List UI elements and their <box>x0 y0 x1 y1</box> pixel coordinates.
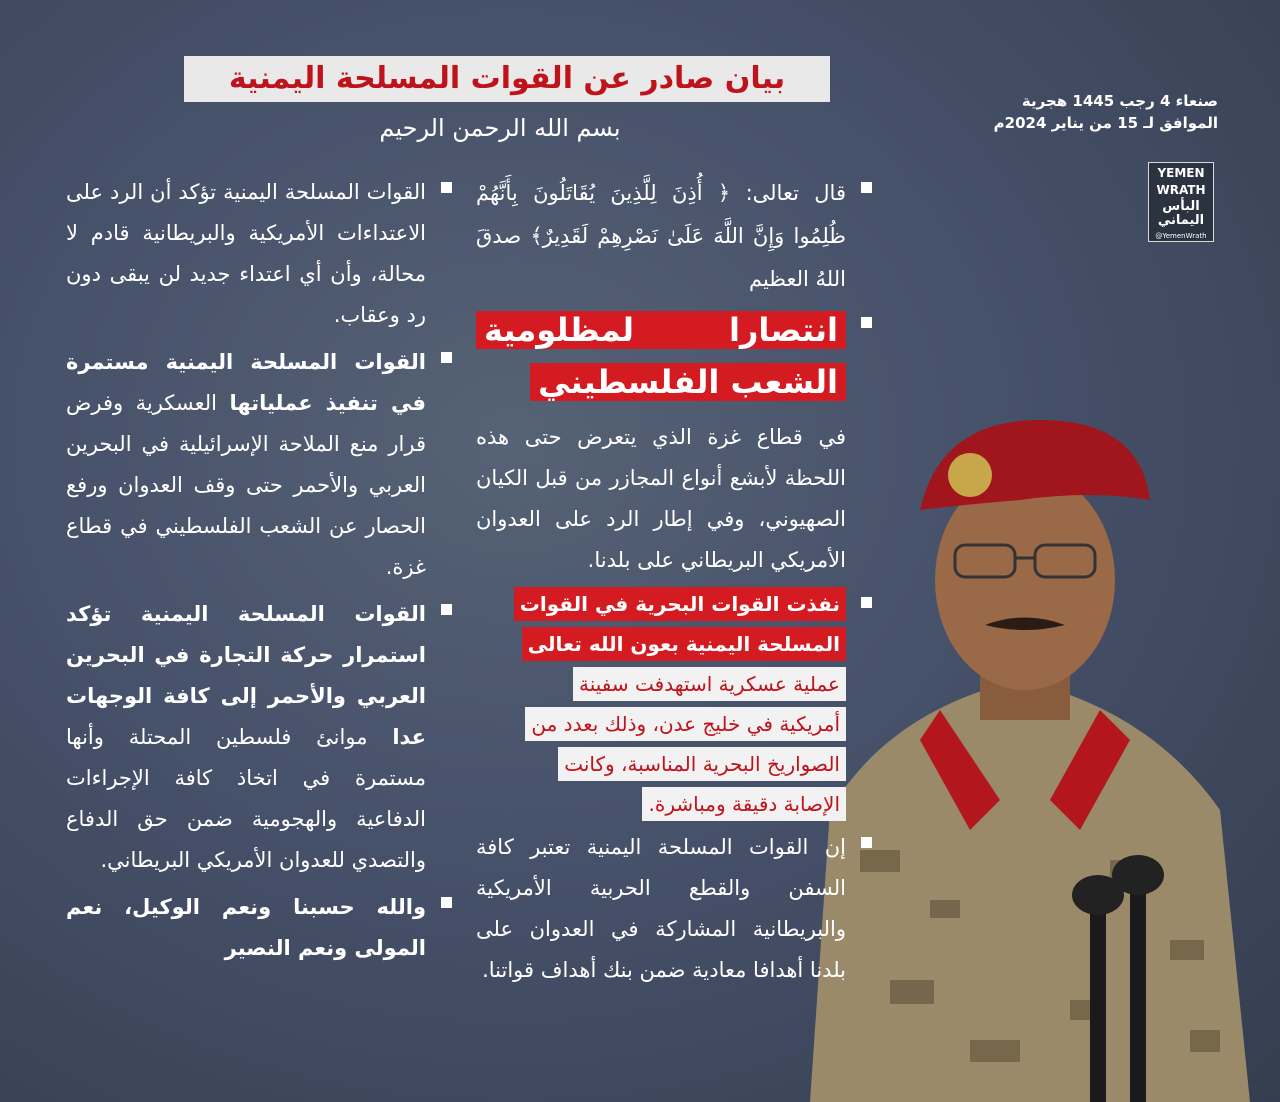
bullet-square-icon <box>441 897 452 908</box>
closing-item <box>66 887 456 969</box>
logo-handle: @YemenWrath <box>1155 232 1207 240</box>
right-column <box>476 172 876 997</box>
response-paragraph: القوات المسلحة اليمنية تؤكد أن الرد على الاعتداءات الأمريكية والبريطانية قادم لا محالة، وأن أي اعتداء جديد لن يبقى دون رد وعقاب. <box>66 180 426 327</box>
operations-rest: العسكرية وفرض قرار منع الملاحة الإسرائيلية في البحرين العربي والأحمر حتى وقف العدوان ورفع الحصار عن الشعب الفلسطيني في قطاع غزة. <box>66 391 426 579</box>
headline-item <box>476 307 876 581</box>
gaza-paragraph: في قطاع غزة الذي يتعرض حتى هذه اللحظة لأبشع أنواع المجازر من قبل الكيان الصهيوني، وفي إطار الرد على العدوان الأمريكي البريطاني على بلدنا. <box>476 425 846 572</box>
targets-paragraph: إن القوات المسلحة اليمنية تعتبر كافة السفن والقطع الحربية الأمريكية والبريطانية المشاركة في العدوان على بلدنا أهدافا معادية ضمن بنك أهداف قواتنا. <box>476 835 846 982</box>
highlight-line <box>476 747 846 781</box>
logo-line1: YEMEN <box>1157 166 1205 180</box>
quran-quote: قال تعالى: ﴿ أُذِنَ لِلَّذِينَ يُقَاتَلُونَ بِأَنَّهُمْ ظُلِمُوا وَإِنَّ اللَّهَ عَلَىٰ نَصْرِهِمْ لَقَدِيرٌ﴾ صدقَ اللهُ العظيم <box>476 181 846 291</box>
operations-bold: القوات المسلحة اليمنية مستمرة في تنفيذ عملياتها <box>66 350 426 415</box>
headline-text: انتصارا لمظلومية الشعب الفلسطيني <box>476 311 846 401</box>
date-hijri: صنعاء 4 رجب 1445 هجرية <box>1021 92 1218 110</box>
bullet-square-icon <box>441 352 452 363</box>
operation-item <box>476 587 876 821</box>
highlight-line <box>476 587 846 621</box>
yemen-wrath-logo <box>1148 162 1214 242</box>
targets-item <box>476 827 876 991</box>
highlight-text: المسلحة اليمنية بعون الله تعالى <box>522 627 846 661</box>
trade-bold: القوات المسلحة اليمنية تؤكد استمرار حركة التجارة في البحرين العربي والأحمر إلى كافة الوجهات عدا <box>66 602 426 749</box>
operations-paragraph <box>66 342 426 588</box>
bullet-square-icon <box>861 837 872 848</box>
date-block <box>918 90 1218 134</box>
highlight-line <box>476 787 846 821</box>
bullet-square-icon <box>861 317 872 328</box>
date-gregorian: الموافق لـ 15 من يناير 2024م <box>993 114 1218 132</box>
response-item <box>66 172 456 336</box>
highlight-text: عملية عسكرية استهدفت سفينة <box>573 667 846 701</box>
highlight-text: أمريكية في خليج عدن، وذلك بعدد من <box>525 707 846 741</box>
closing-paragraph: والله حسبنا ونعم الوكيل، نعم المولى ونعم النصير <box>66 895 426 960</box>
basmala: بسم الله الرحمن الرحيم <box>379 114 621 142</box>
bullet-square-icon <box>441 604 452 615</box>
headline <box>476 307 846 411</box>
trade-rest: موانئ فلسطين المحتلة وأنها مستمرة في اتخاذ كافة الإجراءات الدفاعية والهجومية ضمن حق الدفاع والتصدي للعدوان الأمريكي البريطاني. <box>66 725 426 872</box>
highlight-text: الإصابة دقيقة ومباشرة. <box>642 787 846 821</box>
left-column <box>66 172 456 975</box>
trade-paragraph <box>66 594 426 881</box>
highlight-line <box>476 627 846 661</box>
statement-title: بيان صادر عن القوات المسلحة اليمنية <box>184 56 830 102</box>
quote-item <box>476 172 876 301</box>
highlight-line <box>476 667 846 701</box>
bullet-square-icon <box>861 182 872 193</box>
highlight-text: نفذت القوات البحرية في القوات <box>514 587 846 621</box>
highlight-line <box>476 707 846 741</box>
logo-line2: WRATH <box>1156 183 1206 197</box>
operation-highlight <box>476 587 846 821</box>
operations-item <box>66 342 456 588</box>
bullet-square-icon <box>441 182 452 193</box>
bullet-square-icon <box>861 597 872 608</box>
trade-item <box>66 594 456 881</box>
highlight-text: الصواريخ البحرية المناسبة، وكانت <box>558 747 846 781</box>
logo-arabic: البأس اليماني <box>1157 199 1205 228</box>
